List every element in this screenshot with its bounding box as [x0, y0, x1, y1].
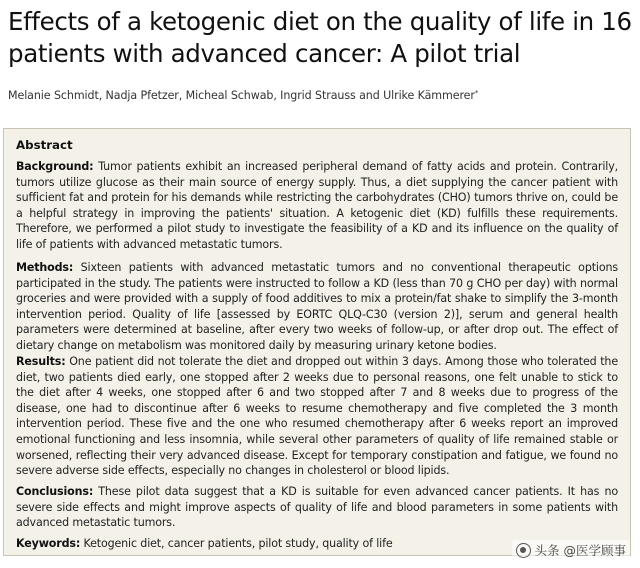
keywords-label: Keywords: [16, 537, 81, 550]
keywords-text: Ketogenic diet, cancer patients, pilot study, quality of life [80, 537, 393, 550]
watermark-text: 头条 @医学顾事 [534, 543, 626, 558]
conclusions-text: These pilot data suggest that a KD is suitable for even advanced cancer patients. It has no severe side effects and might improve aspects of quality of life and blood parameters in some patients with advanced metastatic tumors. [16, 485, 618, 530]
corresponding-author-mark: * [474, 89, 479, 97]
conclusions-section [16, 484, 618, 531]
author-list [8, 88, 628, 103]
watermark [512, 540, 630, 560]
background-label: Background: [16, 160, 94, 173]
results-section [16, 354, 618, 479]
methods-text: Sixteen patients with advanced metastatic tumors and no conventional therapeutic options participated in the study. The patients were instructed to follow a KD (less than 70 g CHO per day) with normal groceries and were provided with a supply of food additives to mix a protein/fat shake to simplify the 3-month intervention period. Quality of life [assessed by EORTC QLQ-C30 (version 2)], serum and general health parameters were determined at baseline, after every two weeks of follow-up, or after drop out. The effect of dietary change on metabolism was monitored daily by measuring urinary ketone bodies. [16, 261, 618, 352]
methods-label: Methods: [16, 261, 74, 274]
background-text: Tumor patients exhibit an increased peripheral demand of fatty acids and protein. Contrarily, tumors utilize glucose as their main source of energy supply. Thus, a diet supplying the cancer patient with sufficient fat and protein for his demands while restricting the carbohydrates (CHO) tumors thrive on, could be a helpful strategy in improving the patients' situation. A ketogenic diet (KD) fulfills these requirements. Therefore, we performed a pilot study to investigate the feasibility of a KD and its influence on the quality of life of patients with advanced metastatic tumors. [16, 160, 618, 251]
results-text: One patient did not tolerate the diet and dropped out within 3 days. Among those who tolerated the diet, two patients died early, one stopped after 2 weeks due to personal reasons, one felt unable to stick to the diet after 4 weeks, one stopped after 6 and two stopped after 7 and 8 weeks due to progress of the disease, one had to discontinue after 6 weeks to resume chemotherapy and five completed the 3 month intervention period. These five and the one who resumed chemotherapy after 6 weeks report an improved emotional functioning and less insomnia, while several other parameters of quality of life remained stable or worsened, reflecting their very advanced disease. Except for temporary constipation and fatigue, we found no severe adverse side effects, especially no changes in cholesterol or blood lipids. [16, 355, 618, 478]
paper-title: Effects of a ketogenic diet on the quality of life in 16 patients with advanced cancer: A pilot trial [8, 7, 632, 68]
authors-text: Melanie Schmidt, Nadja Pfetzer, Micheal Schwab, Ingrid Strauss and Ulrike Kämmerer [8, 89, 475, 102]
watermark-logo-icon [516, 543, 531, 558]
results-label: Results: [16, 355, 66, 368]
abstract-box [3, 128, 631, 556]
methods-section [16, 260, 618, 354]
abstract-heading: Abstract [16, 138, 73, 152]
background-section [16, 159, 618, 253]
conclusions-label: Conclusions: [16, 485, 94, 498]
